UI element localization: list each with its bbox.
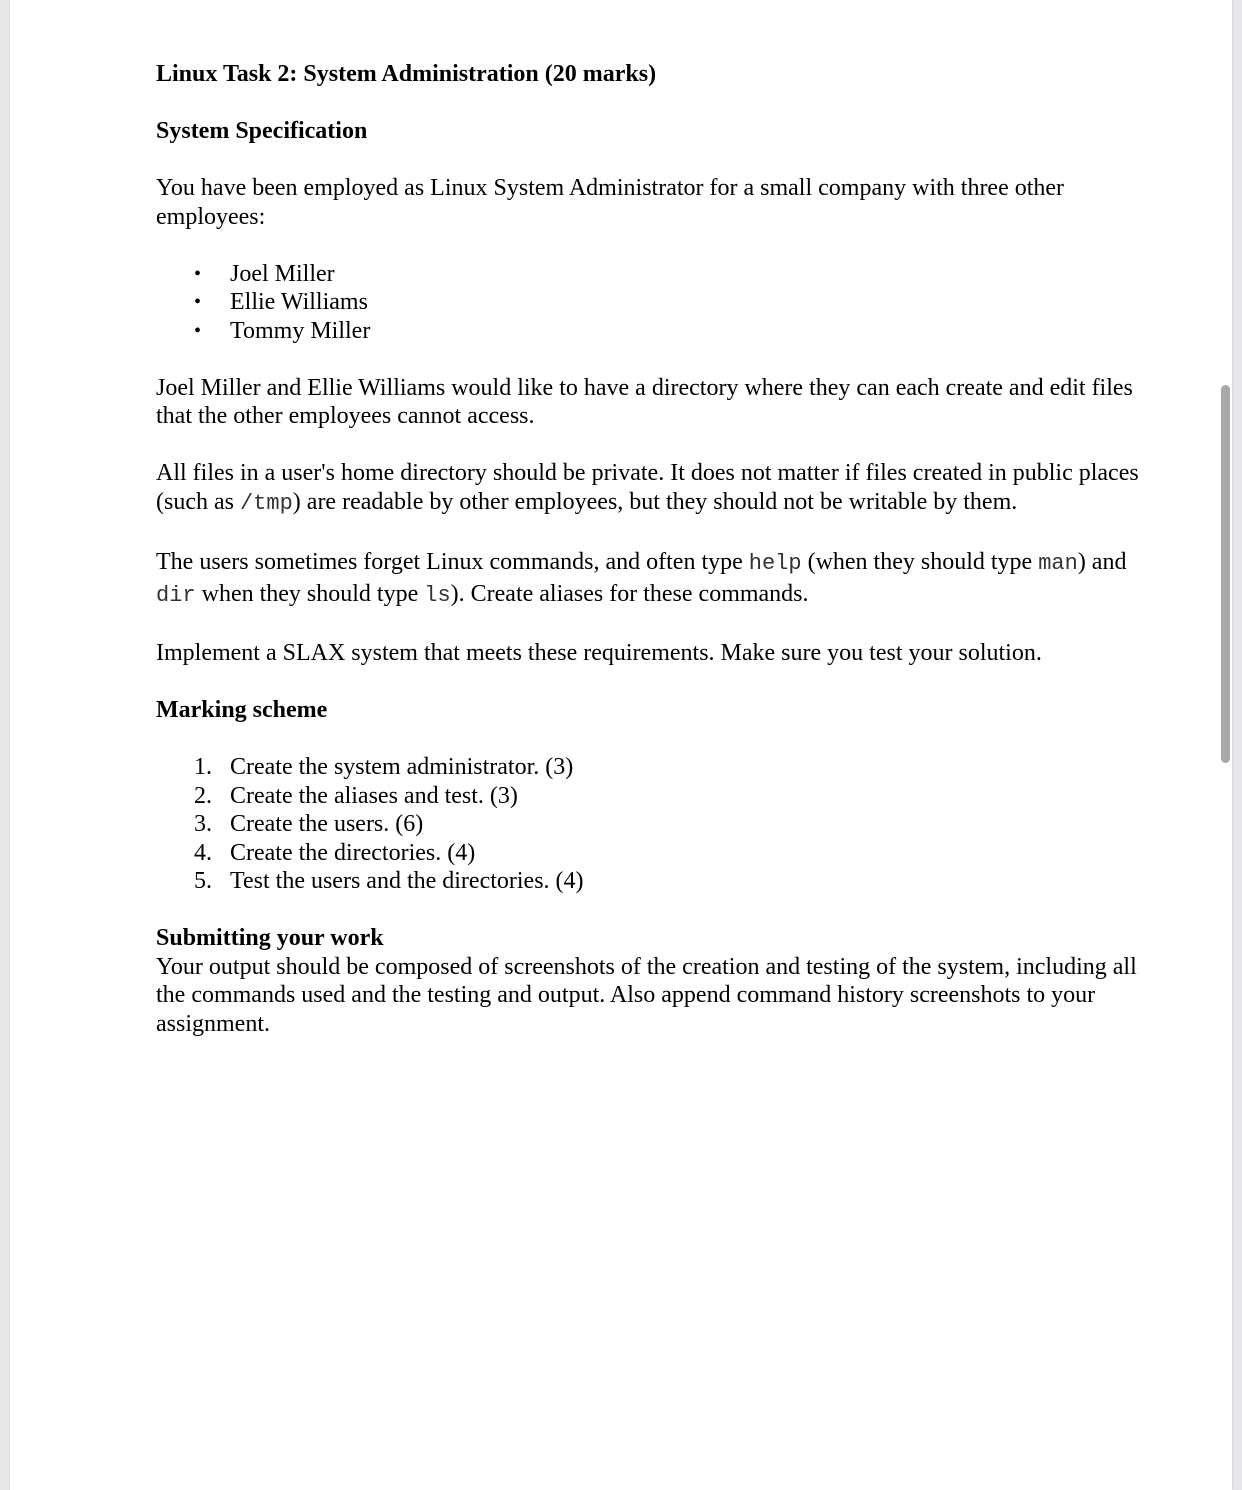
ls-code: ls bbox=[424, 582, 451, 608]
item-number: 5. bbox=[194, 868, 212, 894]
task-title: Linux Task 2: System Administration (20 marks) bbox=[156, 61, 657, 87]
help-code: help bbox=[748, 550, 802, 576]
directory-paragraph: Joel Miller and Ellie Williams would like to have a directory where they can each create and edit files that the other employees cannot access. bbox=[156, 374, 1133, 429]
item-text: Create the system administrator. (3) bbox=[230, 754, 574, 780]
submit-paragraph: Your output should be composed of screenshots of the creation and testing of the system, including all the commands used and the testing and output. Also append command history screenshots to your assignment. bbox=[156, 953, 1137, 1037]
item-text: Create the directories. (4) bbox=[230, 839, 476, 866]
employee-list bbox=[156, 260, 1156, 346]
marking-heading: Marking scheme bbox=[156, 697, 328, 723]
item-number: 2. bbox=[194, 782, 212, 809]
employee-name: Joel Miller bbox=[230, 260, 335, 287]
list-item bbox=[156, 867, 1156, 896]
list-item bbox=[156, 260, 1156, 289]
alias-paragraph bbox=[156, 547, 1156, 611]
man-code: man bbox=[1038, 550, 1078, 576]
list-item bbox=[156, 288, 1156, 317]
item-number: 3. bbox=[194, 811, 212, 837]
vertical-scrollbar[interactable] bbox=[1221, 385, 1230, 763]
bullet-icon: • bbox=[194, 262, 202, 285]
item-text: Create the aliases and test. (3) bbox=[230, 782, 518, 809]
alias-text-3: ) and bbox=[1077, 548, 1127, 575]
employee-name: Tommy Miller bbox=[230, 317, 371, 344]
implement-paragraph: Implement a SLAX system that meets these requirements. Make sure you test your solution. bbox=[156, 640, 1042, 666]
list-item bbox=[156, 810, 1156, 839]
dir-code: dir bbox=[156, 582, 196, 608]
item-number: 4. bbox=[194, 839, 212, 866]
tmp-code: /tmp bbox=[239, 490, 293, 516]
spec-heading: System Specification bbox=[156, 118, 368, 144]
page-content bbox=[156, 60, 1156, 1038]
bullet-icon: • bbox=[194, 291, 202, 313]
marking-list bbox=[156, 753, 1156, 896]
list-item bbox=[156, 317, 1156, 346]
item-text: Create the users. (6) bbox=[230, 811, 424, 837]
submit-heading: Submitting your work bbox=[156, 925, 384, 951]
alias-text-4: when they should type bbox=[195, 580, 425, 607]
bullet-icon: • bbox=[194, 319, 202, 342]
privacy-text-end: ) are readable by other employees, but they should not be writable by them. bbox=[292, 488, 1018, 515]
list-item bbox=[156, 839, 1156, 868]
list-item bbox=[156, 753, 1156, 782]
alias-text-5: ). Create aliases for these commands. bbox=[450, 580, 809, 607]
privacy-text-start: All files in a user's home directory should be private. It does not matter if files created in public places (such as bbox=[156, 460, 1139, 515]
alias-text-2: (when they should type bbox=[801, 548, 1039, 575]
item-number: 1. bbox=[194, 754, 212, 780]
privacy-paragraph bbox=[156, 459, 1156, 518]
intro-paragraph: You have been employed as Linux System Administrator for a small company with three other employees: bbox=[156, 175, 1065, 230]
alias-text-1: The users sometimes forget Linux commands, and often type bbox=[156, 548, 749, 575]
list-item bbox=[156, 782, 1156, 811]
employee-name: Ellie Williams bbox=[230, 289, 368, 315]
item-text: Test the users and the directories. (4) bbox=[230, 868, 584, 894]
document-page bbox=[10, 0, 1232, 1490]
